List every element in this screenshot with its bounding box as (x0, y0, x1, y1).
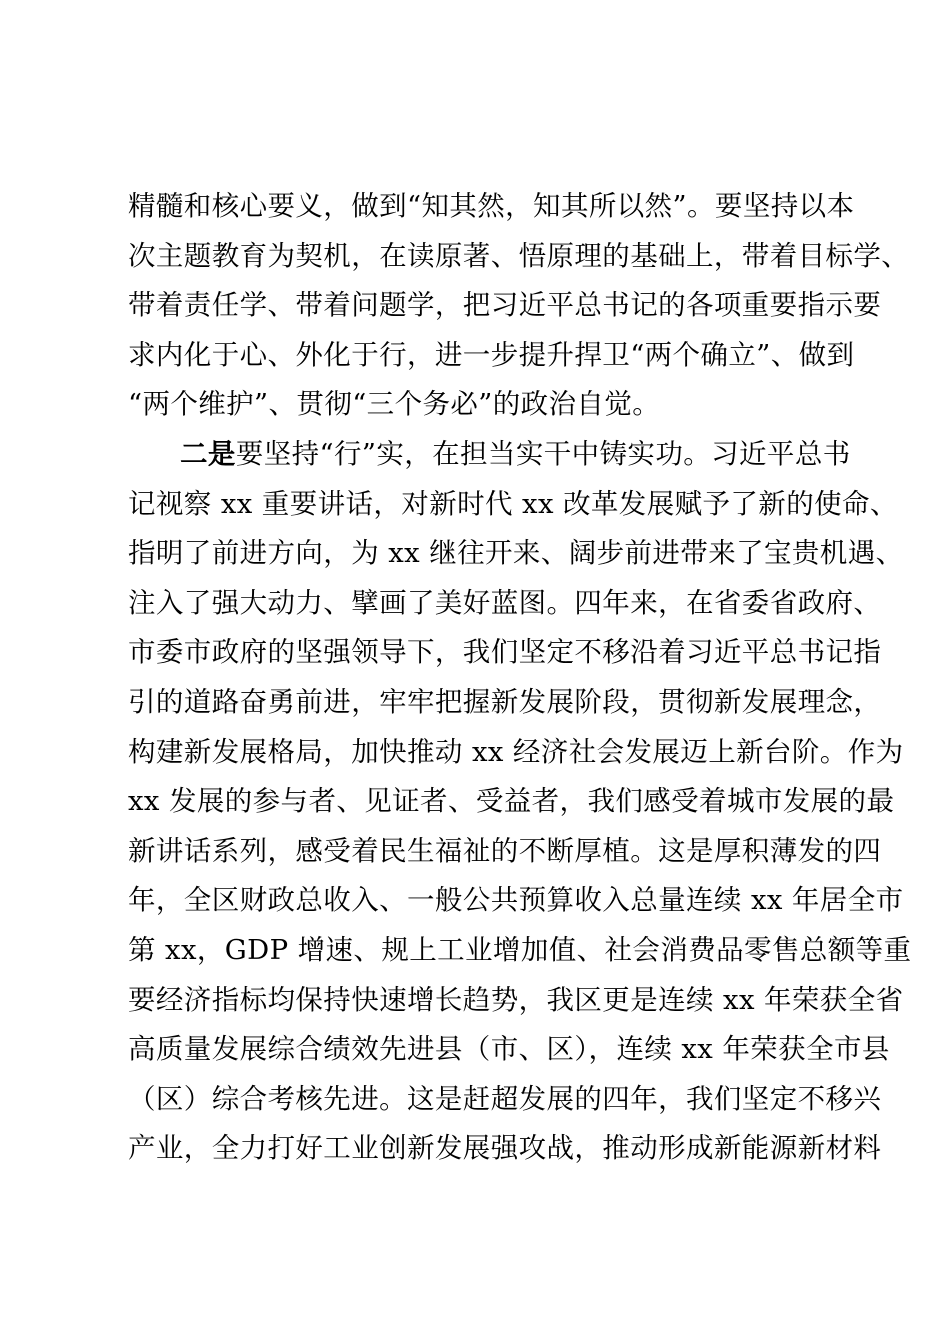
body-line: 精髓和核心要义，做到“知其然，知其所以然”。要坚持以本 (128, 190, 855, 222)
body-line: 新讲话系列，感受着民生福祉的不断厚植。这是厚积薄发的四 (128, 834, 882, 867)
body-line: 引的道路奋勇前进，牢牢把握新发展阶段，贯彻新发展理念， (128, 685, 882, 718)
body-line: 市委市政府的坚强领导下，我们坚定不移沿着习近平总书记指 (128, 636, 882, 669)
body-line: （区）综合考核先进。这是赶超发展的四年，我们坚定不移兴 (128, 1082, 882, 1115)
body-line: 产业，全力打好工业创新发展强攻战，推动形成新能源新材料 (128, 1132, 882, 1165)
body-line: 记视察 xx 重要讲话，对新时代 xx 改革发展赋予了新的使命、 (128, 487, 898, 520)
paragraph-2-first-text: 要坚持“行”实，在担当实干中铸实功。习近平总书 (235, 437, 851, 470)
body-line: 求内化于心、外化于行，进一步提升捍卫“两个确立”、做到 (128, 338, 855, 371)
body-line: 第 xx，GDP 增速、规上工业增加值、社会消费品零售总额等重 (128, 933, 912, 966)
paragraph-2-lead: 二是 (180, 437, 236, 470)
body-line: 次主题教育为契机，在读原著、悟原理的基础上，带着目标学、 (128, 239, 910, 272)
body-line: xx 发展的参与者、见证者、受益者，我们感受着城市发展的最 (128, 785, 895, 818)
body-line: 带着责任学、带着问题学，把习近平总书记的各项重要指示要 (128, 289, 882, 322)
document-body (128, 182, 912, 1174)
body-line: 年，全区财政总收入、一般公共预算收入总量连续 xx 年居全市 (128, 884, 904, 917)
body-line: 指明了前进方向，为 xx 继往开来、阔步前进带来了宝贵机遇、 (128, 537, 904, 570)
paragraph-2-first-line (128, 430, 851, 480)
body-line: 高质量发展综合绩效先进县（市、区），连续 xx 年荣获全市县 (128, 1033, 890, 1066)
body-line: 要经济指标均保持快速增长趋势，我区更是连续 xx 年荣获全省 (128, 983, 904, 1016)
body-line: 注入了强大动力、擘画了美好蓝图。四年来，在省委省政府、 (128, 586, 882, 619)
body-line: 构建新发展格局，加快推动 xx 经济社会发展迈上新台阶。作为 (128, 735, 904, 768)
body-line: “两个维护”、贯彻“三个务必”的政治自觉。 (128, 388, 661, 421)
